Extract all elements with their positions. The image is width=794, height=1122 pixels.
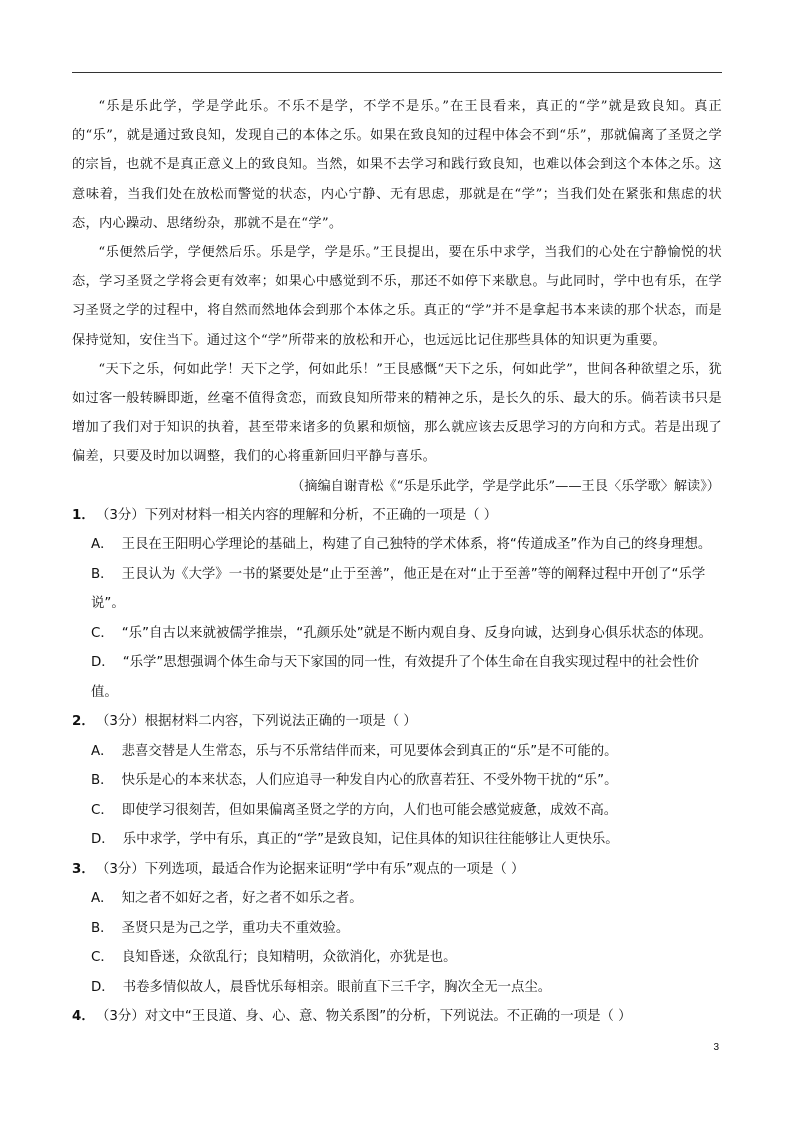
option (91, 914, 722, 944)
question-number: 2． (72, 714, 95, 730)
option-letter: B． (91, 773, 114, 789)
option-text: “乐学”思想强调个体生命与天下家国的同一性，有效提升了个体生命在自我实现过程中的社会性价值。 (91, 655, 699, 700)
question-stem (72, 707, 722, 737)
option-letter: C． (91, 625, 114, 641)
option-text: 快乐是心的本来状态，人们应追寻一种发自内心的欣喜若狂、不受外物干扰的“乐”。 (121, 773, 618, 789)
option-text: 王艮认为《大学》一书的紧要处是“止于至善”，他正是在对“止于至善”等的阐释过程中开创了“乐学说”。 (91, 566, 706, 612)
option-text: 悲喜交替是人生常态，乐与不乐常结伴而来，可见要体会到真正的“乐”是不可能的。 (121, 743, 618, 759)
option (91, 648, 722, 707)
option-letter: B． (91, 566, 114, 582)
option-letter: A． (91, 743, 114, 759)
question-number: 3． (72, 861, 95, 877)
option (91, 766, 722, 796)
option-text: 即使学习很刻苦，但如果偏离圣贤之学的方向，人们也可能会感觉疲惫，成效不高。 (121, 802, 618, 818)
option-list (72, 737, 722, 855)
passage-source: （摘编自谢青松《“乐是乐此学，学是学此乐”——王艮〈乐学歌〉解读》） (291, 478, 720, 494)
question-text: （3分）对文中“王艮道、身、心、意、物关系图”的分析，下列说法。不正确的一项是（ ） (102, 1009, 632, 1025)
header-rule (72, 72, 722, 73)
option-text: 圣贤只是为己之学，重功夫不重效验。 (121, 920, 350, 936)
option-list (72, 884, 722, 1002)
option-letter: D． (91, 979, 115, 995)
option-text: “乐”自古以来就被儒学推崇，“孔颜乐处”就是不断内观自身、反身向诚，达到身心俱乐状态的体现。 (121, 625, 712, 641)
option-letter: C． (91, 950, 114, 966)
option-letter: D． (91, 832, 115, 848)
question-1 (72, 501, 722, 708)
option-letter: C． (91, 802, 114, 818)
option (91, 530, 722, 560)
option (91, 973, 722, 1003)
option-text: 知之者不如好之者，好之者不如乐之者。 (121, 891, 363, 907)
page-number: 3 (713, 1042, 719, 1053)
question-stem (72, 501, 722, 531)
option (91, 560, 722, 619)
option-letter: D． (91, 655, 115, 671)
passage-paragraph: “乐是乐此学，学是学此乐。不乐不是学，不学不是乐。”在王艮看来，真正的“学”就是致良知。真正的“乐”，就是通过致良知，发现自己的本体之乐。如果在致良知的过程中体会不到“乐”，那就偏离了圣贤之学的宗旨，也就不是真正意义上的致良知。当然，如果不去学习和践行致良知，也难以体会到这个本体之乐。这意味着，当我们处在放松而警觉的状态，内心宁静、无有思虑，那就是在“学”；当我们处在紧张和焦虑的状态，内心躁动、思绪纷杂，那就不是在“学”。 (72, 99, 722, 231)
question-3 (72, 855, 722, 1003)
passage-paragraph: “乐便然后学，学便然后乐。乐是学，学是乐。”王艮提出，要在乐中求学，当我们的心处在宁静愉悦的状态，学习圣贤之学将会更有效率；如果心中感觉到不乐，那还不如停下来歇息。与此同时，学中也有乐，在学习圣贤之学的过程中，将自然而然地体会到那个本体之乐。真正的“学”并不是拿起书本来读的那个状态，而是保持觉知，安住当下。通过这个“学”所带来的放松和开心，也远远比记住那些具体的知识更为重要。 (72, 245, 722, 348)
question-text: （3分）下列对材料一相关内容的理解和分析，不正确的一项是（ ） (102, 507, 498, 523)
option (91, 884, 722, 914)
option-text: 乐中求学，学中有乐，真正的“学”是致良知，记住具体的知识往往能够让人更快乐。 (122, 832, 619, 848)
option-text: 王艮在王阳明心学理论的基础上，构建了自己独特的学术体系，将“传道成圣”作为自己的终身理想。 (121, 537, 712, 553)
option (91, 619, 722, 649)
question-number: 4． (72, 1009, 95, 1025)
option-text: 书卷多情似故人，晨昏忧乐每相亲。眼前直下三千字，胸次全无一点尘。 (122, 979, 552, 995)
passage-paragraph: “天下之乐，何如此学！天下之学，何如此乐！”王艮感慨“天下之乐，何如此学”，世间各种欲望之乐，犹如过客一般转瞬即逝，丝毫不值得贪恋，而致良知所带来的精神之乐，是长久的乐、最大的乐。倘若读书只是增加了我们对于知识的执着，甚至带来诸多的负累和烦恼，那么就应该去反思学习的方向和方式。若是出现了偏差，只要及时加以调整，我们的心将重新回归平静与喜乐。 (72, 361, 722, 465)
question-2 (72, 707, 722, 855)
option (91, 943, 722, 973)
option-letter: B． (91, 920, 114, 936)
option-list (72, 530, 722, 707)
question-text: （3分）根据材料二内容，下列说法正确的一项是（ ） (102, 714, 417, 730)
question-4 (72, 1002, 722, 1032)
option-letter: A． (91, 891, 114, 907)
page-content (72, 92, 722, 1032)
option (91, 825, 722, 855)
question-number: 1． (72, 507, 95, 523)
option (91, 737, 722, 767)
question-stem (72, 855, 722, 885)
question-stem (72, 1002, 722, 1032)
option-text: 良知昏迷，众欲乱行；良知精明，众欲消化，亦犹是也。 (121, 950, 457, 966)
option-letter: A． (91, 537, 114, 553)
question-text: （3分）下列选项，最适合作为论据来证明“学中有乐”观点的一项是（ ） (102, 861, 525, 877)
option (91, 796, 722, 826)
